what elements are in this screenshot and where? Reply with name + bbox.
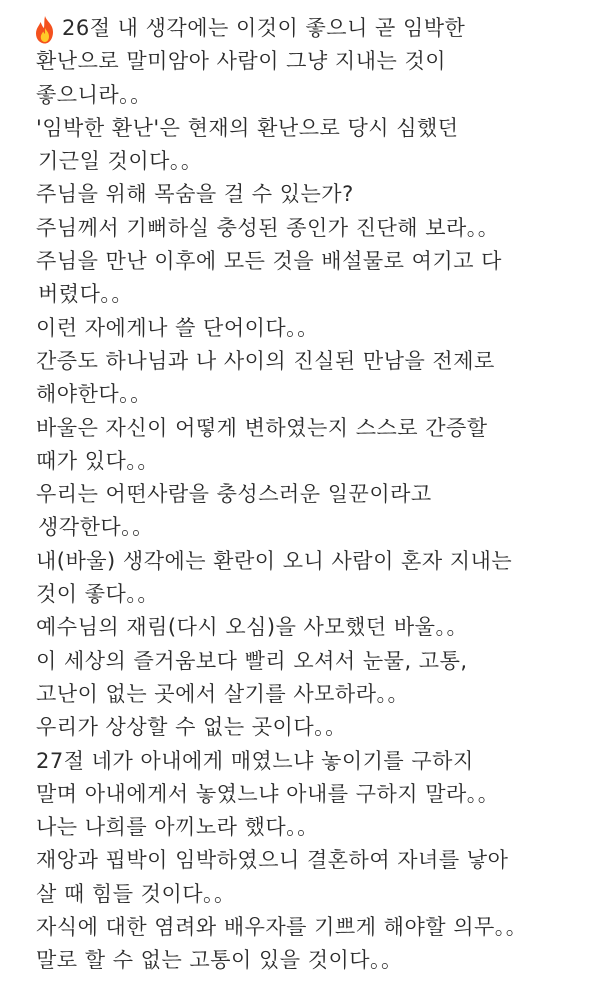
note-line: 것이 좋다。。 (36, 582, 159, 607)
note-line: 해야한다。。 (36, 382, 152, 407)
note-line: 말로 할 수 없는 고통이 있을 것이다。。 (36, 948, 403, 973)
note-line: 기근일 것이다。。 (38, 149, 203, 174)
note-line: 우리가 상상할 수 없는 곳이다。。 (36, 715, 347, 740)
note-line: 우리는 어떤사람을 충성스러운 일꾼이라고 (36, 482, 432, 507)
note-line: 주님께서 기뻐하실 충성된 종인가 진단해 보라。。 (36, 215, 500, 240)
note-line: 내(바울) 생각에는 환란이 오니 사람이 혼자 지내는 (36, 548, 513, 573)
note-line: 버렸다。。 (38, 282, 133, 307)
note-line: 때가 있다。。 (36, 448, 159, 473)
note-line: 바울은 자신이 어떻게 변하였는지 스스로 간증할 (36, 415, 488, 440)
note-line: 이런 자에게나 쓸 단어이다。。 (36, 315, 319, 340)
note-line: 환난으로 말미암아 사람이 그냥 지내는 것이 (36, 49, 447, 74)
note-line (36, 12, 586, 45)
note-line: 말며 아내에게서 놓였느냐 아내를 구하지 말라。。 (36, 781, 500, 806)
note-line: 간증도 하나님과 나 사이의 진실된 만남을 전제로 (36, 348, 495, 373)
note-line: 주님을 위해 목숨을 걸 수 있는가? (36, 182, 354, 207)
note-line: 좋으니라。。 (36, 82, 152, 107)
note-line: 재앙과 핍박이 임박하였으니 결혼하여 자녀를 낳아 (36, 848, 509, 873)
note-line: 살 때 힘들 것이다。。 (36, 881, 236, 906)
note-line: '임박한 환난'은 현재의 환난으로 당시 심했던 (36, 115, 459, 140)
note-line: 주님을 만난 이후에 모든 것을 배설물로 여기고 다 (36, 249, 502, 274)
fire-icon (36, 15, 58, 45)
note-line: 나는 나희를 아끼노라 했다。。 (36, 815, 319, 840)
note-line: 자식에 대한 염려와 배우자를 기쁘게 해야할 의무。。 (36, 915, 528, 940)
note-line: 27절 네가 아내에게 매였느냐 놓이기를 구하지 (36, 748, 474, 773)
note-line-text: 26절 내 생각에는 이것이 좋으니 곧 임박한 (62, 16, 466, 40)
note-line: 고난이 없는 곳에서 살기를 사모하라。。 (36, 681, 409, 706)
note-line: 이 세상의 즐거움보다 빨리 오셔서 눈물, 고통, (36, 648, 468, 673)
note-line: 예수님의 재림(다시 오심)을 사모했던 바울。。 (36, 615, 468, 640)
note-line: 생각한다。。 (38, 515, 154, 540)
